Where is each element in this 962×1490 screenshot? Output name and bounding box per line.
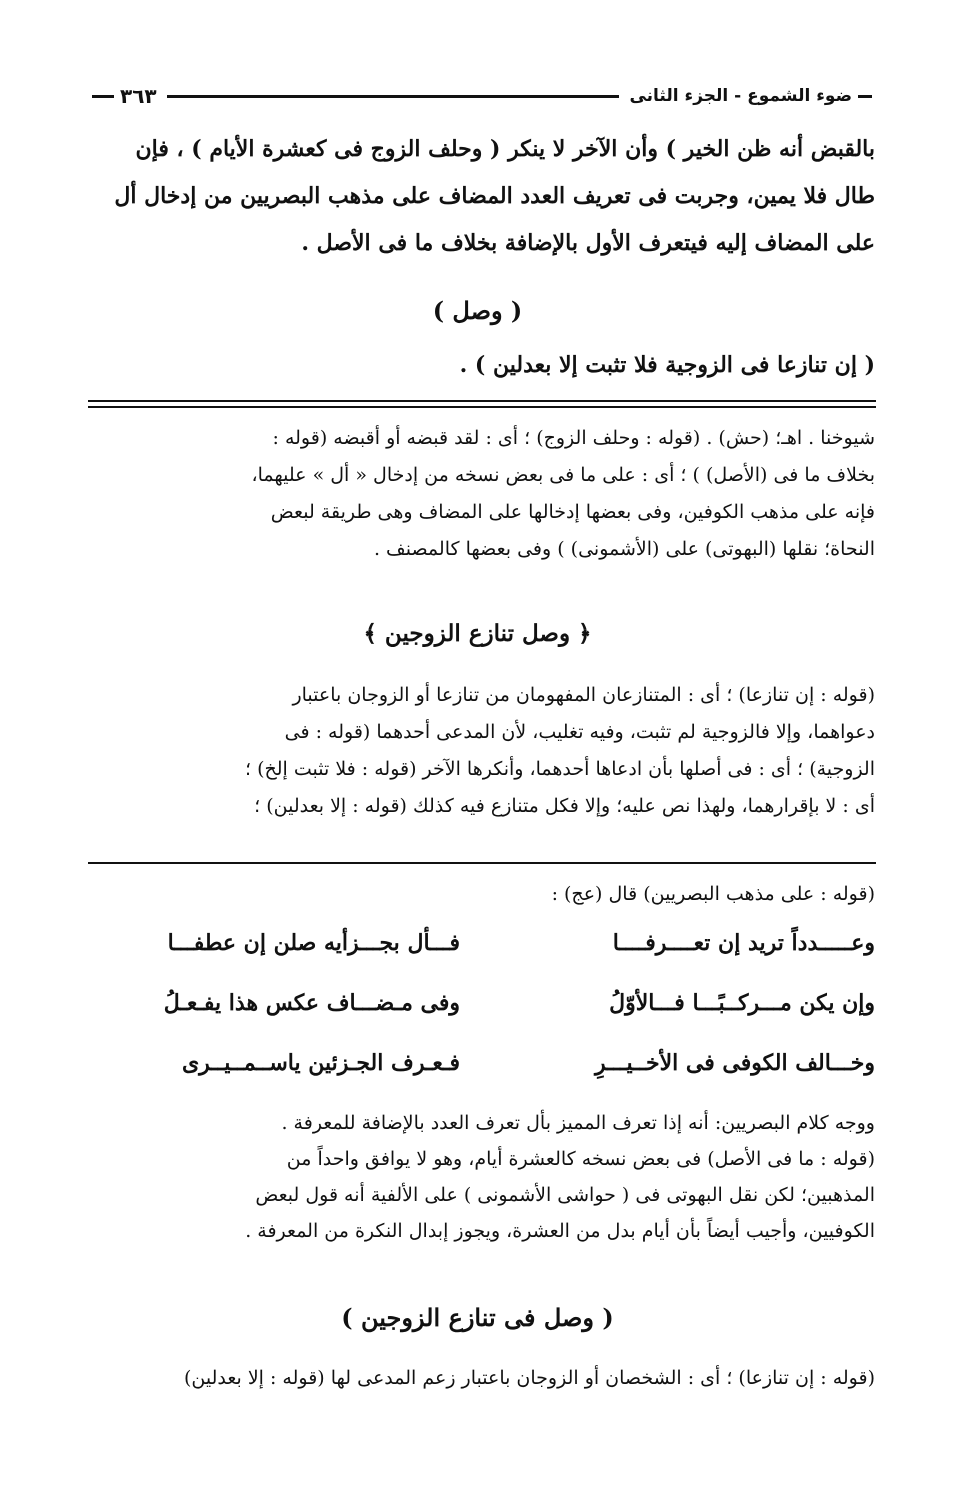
commentary-block-4 (82, 1105, 875, 1249)
page-number: ٣٦٣ (120, 84, 157, 108)
commentary-line: النحاة؛ نقلها (البهوتى) على (الأشمونى) ) وفى بعضها كالمصنف . (373, 538, 875, 560)
poem-verse (100, 930, 875, 970)
header-dash-left (92, 95, 114, 98)
commentary-line: (قوله : إن تنازعا) ؛ أى : المتنازعان المفهومان من تنازعا أو الزوجان باعتبار (292, 684, 875, 706)
commentary-line: الكوفيين، وأجيب أيضاً بأن أيام بدل من العشرة، ويجوز إبدال النكرة من المعرفة . (245, 1220, 875, 1242)
commentary-line: شيوخنا . اهـ؛ (حش) . (قوله : وحلف الزوج) ؛ أى : لقد قبضه أو أقبضه (قوله : (272, 427, 875, 449)
commentary-line: دعواهما، وإلا فالزوجية لم تثبت، وفيه تغليب، لأن المدعى أحدهما (قوله : فى (284, 721, 875, 743)
commentary-line: بخلاف ما فى (الأصل) ) ؛ أى : على ما فى بعض نسخه من إدخال « أل » عليهما، (251, 464, 875, 486)
header-dash-right (858, 95, 872, 98)
commentary-block-1 (82, 420, 875, 568)
commentary-block-5: (قوله : إن تنازعا) ؛ أى : الشخصان أو الزوجان باعتبار زعم المدعى لها (قوله : إلا بعدلين) (183, 1367, 875, 1389)
poem-hemistich-right: وخـــالف الكوفى فى الأخــيـــرِ (594, 1050, 875, 1076)
header-rule (167, 95, 620, 98)
heading-tanazu: ( وصل فى تنازع الزوجين ) (341, 1303, 614, 1332)
separator-rule-bottom (88, 406, 876, 408)
poem-hemistich-left: فـــأل بجـــزأيه صلن إن عطفـــا (167, 930, 460, 956)
poem-verse (100, 990, 875, 1030)
commentary-line: فإنه على مذهب الكوفين، وفى بعضها إدخالها على المضاف وهى طريقة لبعض (270, 501, 875, 523)
poem-hemistich-left: وفى مـضـــاف عكس هذا يفـعـلُ (163, 990, 460, 1016)
poem-hemistich-right: وعـــــدداً تريد إن تعــــرفــــا (612, 930, 875, 956)
section-heading: ( وصل ) (432, 296, 523, 325)
heading-wasl: ﴿ وصل تنازع الزوجين ﴾ (363, 620, 592, 647)
separator-rule-top (88, 400, 876, 402)
section-line: ( إن تنازعا فى الزوجية فلا تثبت إلا بعدلين ) . (459, 352, 875, 378)
commentary-line: المذهبين؛ لكن نقل البهوتى فى ( حواشى الأشمونى ) على الألفية أنه قول لبعض (255, 1184, 875, 1206)
commentary-line: أى : لا بإقرارهما، ولهذا نص عليه؛ وإلا فكل متنازع فيه كذلك (قوله : إلا بعدلين) ؛ (254, 795, 875, 817)
commentary-line: (قوله : ما فى الأصل) فى بعض نسخه كالعشرة أيام، وهو لا يوافق واحداً من (286, 1148, 875, 1170)
main-text (80, 126, 875, 267)
main-line: بالقبض أنه ظن الخير ) وأن الآخر لا ينكر ( وحلف الزوج فى كعشرة الأيام ) ، فإن (135, 136, 875, 162)
poem-hemistich-right: وإن يكن مـــركــبًـــا فـــالأوّلُ (609, 990, 875, 1016)
separator-rule-2 (88, 862, 876, 864)
commentary-line: ووجه كلام البصريين: أنه إذا تعرف المميز بأل تعرف العدد بالإضافة للمعرفة . (281, 1112, 875, 1134)
commentary-line: الزوجية) ؛ أى : فى أصلها بأن ادعاها أحدهما، وأنكرها الآخر (قوله : فلا تثبت إلخ) ؛ (245, 758, 875, 780)
poem-verse (100, 1050, 875, 1090)
main-line: طال فلا يمين، وجربت فى تعريف العدد المضاف على مذهب البصريين من إدخال أل (114, 183, 875, 209)
commentary-block-2 (82, 677, 875, 825)
commentary-intro: (قوله : على مذهب البصريين) قال (عج) : (551, 883, 875, 905)
main-line: على المضاف إليه فيتعرف الأول بالإضافة بخلاف ما فى الأصل . (301, 230, 875, 256)
running-header (92, 80, 872, 112)
poem-hemistich-left: فـعـرف الجـزئين ياســمــيــرى (181, 1050, 460, 1076)
header-title: ضوء الشموع - الجزء الثانى (629, 86, 852, 106)
